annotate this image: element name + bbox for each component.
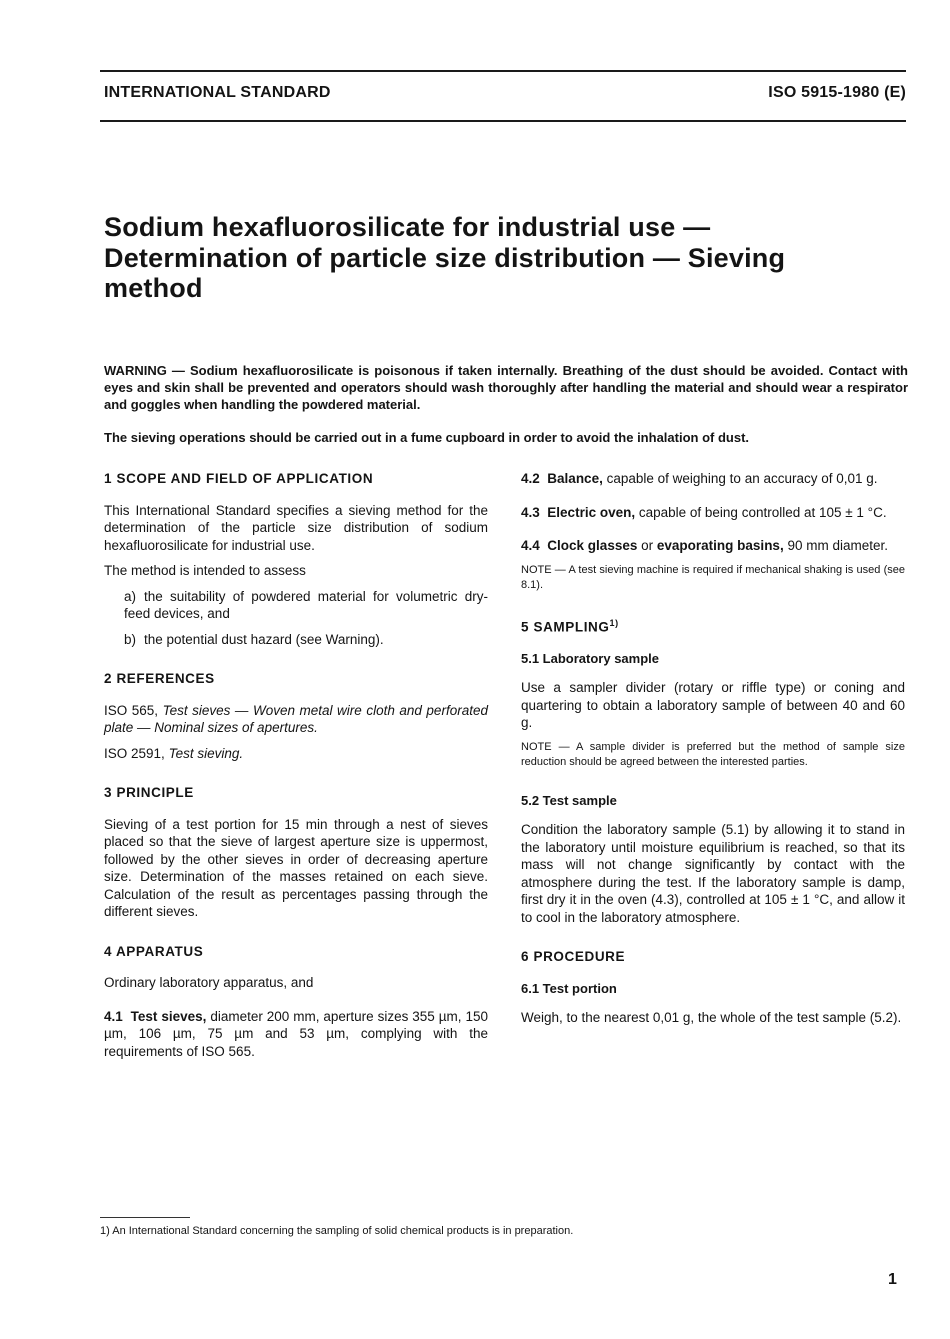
- list-marker-b: b): [124, 631, 137, 647]
- document-title: [104, 212, 884, 304]
- section-5-heading-text: 5 SAMPLING: [521, 619, 610, 634]
- note-section-4: NOTE — A test sieving machine is required if mechanical shaking is used (see 8.1).: [521, 563, 905, 591]
- list-text-b: the potential dust hazard (see Warning).: [144, 631, 384, 647]
- section-3-heading: 3 PRINCIPLE: [104, 785, 194, 800]
- clause-4-3-label: Electric oven,: [547, 504, 636, 520]
- clause-5-1-heading: 5.1 Laboratory sample: [521, 650, 659, 666]
- clause-4-3-text: capable of being controlled at 105 ± 1 °C.: [638, 504, 887, 520]
- header-top-rule: [100, 70, 906, 72]
- clause-4-3: [521, 504, 905, 522]
- reference-1-title: Test sieves — Woven metal wire cloth and perforated plate — Nominal sizes of apertures.: [104, 702, 488, 735]
- title-line-2: Determination of particle size distribution — Sieving: [104, 242, 786, 273]
- list-text-a: the suitability of powdered material for volumetric dry-feed devices, and: [124, 588, 488, 621]
- right-column: [521, 470, 905, 1035]
- clause-4-1-text: diameter 200 mm, aperture sizes 355 µm, 150 µm, 106 µm, 75 µm and 53 µm, complying with the requirements of ISO 565.: [104, 1008, 488, 1059]
- clause-5-2-paragraph: Condition the laboratory sample (5.1) by allowing it to stand in the laboratory until moisture equilibrium is reached, so that its mass will not change significantly by contact with the atmosphere during the test. If the laboratory sample is damp, first dry it in the oven (4.3), controlled at 105 ± 1 °C, and allow it to cool in the laboratory atmosphere.: [521, 822, 905, 925]
- section-2-heading: 2 REFERENCES: [104, 671, 215, 686]
- reference-iso-2591: [104, 745, 488, 763]
- reference-2-number: ISO 2591,: [104, 745, 165, 761]
- section-4-paragraph: Ordinary laboratory apparatus, and: [104, 975, 314, 990]
- list-marker-a: a): [124, 588, 137, 604]
- clause-4-4-or: or: [641, 538, 654, 553]
- section-4-heading: 4 APPARATUS: [104, 943, 204, 959]
- clause-4-1-number: 4.1: [104, 1008, 123, 1024]
- section-6-heading: 6 PROCEDURE: [521, 949, 626, 964]
- clause-5-1-paragraph: Use a sampler divider (rotary or riffle type) or coning and quartering to obtain a laboratory sample of between 40 and 60 g.: [521, 680, 905, 730]
- note-clause-5-1: NOTE — A sample divider is preferred but the method of sample size reduction should be agreed between the interested parties.: [521, 740, 905, 768]
- clause-4-4-label-1: Clock glasses: [547, 538, 638, 553]
- clause-4-4-number: 4.4: [521, 538, 540, 553]
- reference-1-number: ISO 565,: [104, 702, 159, 718]
- section-3-paragraph: Sieving of a test portion for 15 min through a nest of sieves placed so that the sieve of largest aperture size is uppermost, followed by the other sieves in order of decreasing aperture size. Determination of the masses retained on each sieve. Calculation of the result as percentages passing through the different sieves.: [104, 816, 488, 919]
- clause-6-1-heading: 6.1 Test portion: [521, 980, 617, 996]
- header-left: INTERNATIONAL STANDARD: [104, 84, 331, 101]
- clause-5-2-heading: 5.2 Test sample: [521, 792, 617, 808]
- footnote-rule: [100, 1217, 190, 1218]
- footnote-ref: 1): [609, 617, 619, 628]
- list-item-b: [104, 631, 488, 649]
- header-bottom-rule: [100, 120, 906, 122]
- page-number: 1: [888, 1271, 897, 1288]
- section-5-heading: [521, 615, 905, 636]
- clause-4-2-label: Balance,: [547, 471, 603, 486]
- clause-4-2-number: 4.2: [521, 471, 540, 486]
- reference-2-title: Test sieving.: [168, 745, 244, 761]
- fume-cupboard-paragraph: The sieving operations should be carried out in a fume cupboard in order to avoid the inhalation of dust.: [104, 430, 750, 445]
- section-1-paragraph-2: The method is intended to assess: [104, 563, 306, 578]
- clause-6-1-paragraph: Weigh, to the nearest 0,01 g, the whole of the test sample (5.2).: [521, 1010, 902, 1025]
- section-1-heading: 1 SCOPE AND FIELD OF APPLICATION: [104, 471, 374, 486]
- clause-4-2: [521, 470, 905, 488]
- clause-4-4: [521, 537, 905, 555]
- clause-4-1-label: Test sieves,: [130, 1008, 207, 1024]
- clause-4-4-text: 90 mm diameter.: [787, 538, 889, 553]
- title-line-3: method: [104, 273, 203, 303]
- header-right: ISO 5915-1980 (E): [768, 84, 906, 101]
- clause-4-3-number: 4.3: [521, 504, 540, 520]
- footnote: 1) An International Standard concerning the sampling of solid chemical products is in preparation.: [100, 1225, 574, 1237]
- left-column: [104, 470, 488, 1068]
- warning-paragraph: WARNING — Sodium hexafluorosilicate is poisonous if taken internally. Breathing of the dust should be avoided. Contact with eyes and skin shall be prevented and operators should wash thoroughly after handling the material and should wear a respirator and goggles when handling the powdered material.: [104, 363, 908, 412]
- reference-iso-565: [104, 702, 488, 737]
- list-item-a: [104, 588, 488, 623]
- clause-4-4-label-2: evaporating basins,: [656, 538, 784, 553]
- clause-4-2-text: capable of weighing to an accuracy of 0,01 g.: [606, 471, 878, 486]
- clause-4-1: [104, 1008, 488, 1061]
- title-line-1: Sodium hexafluorosilicate for industrial use —: [104, 212, 711, 242]
- section-1-paragraph-1: This International Standard specifies a sieving method for the determination of the particle size distribution of sodium hexafluorosilicate for industrial use.: [104, 502, 488, 553]
